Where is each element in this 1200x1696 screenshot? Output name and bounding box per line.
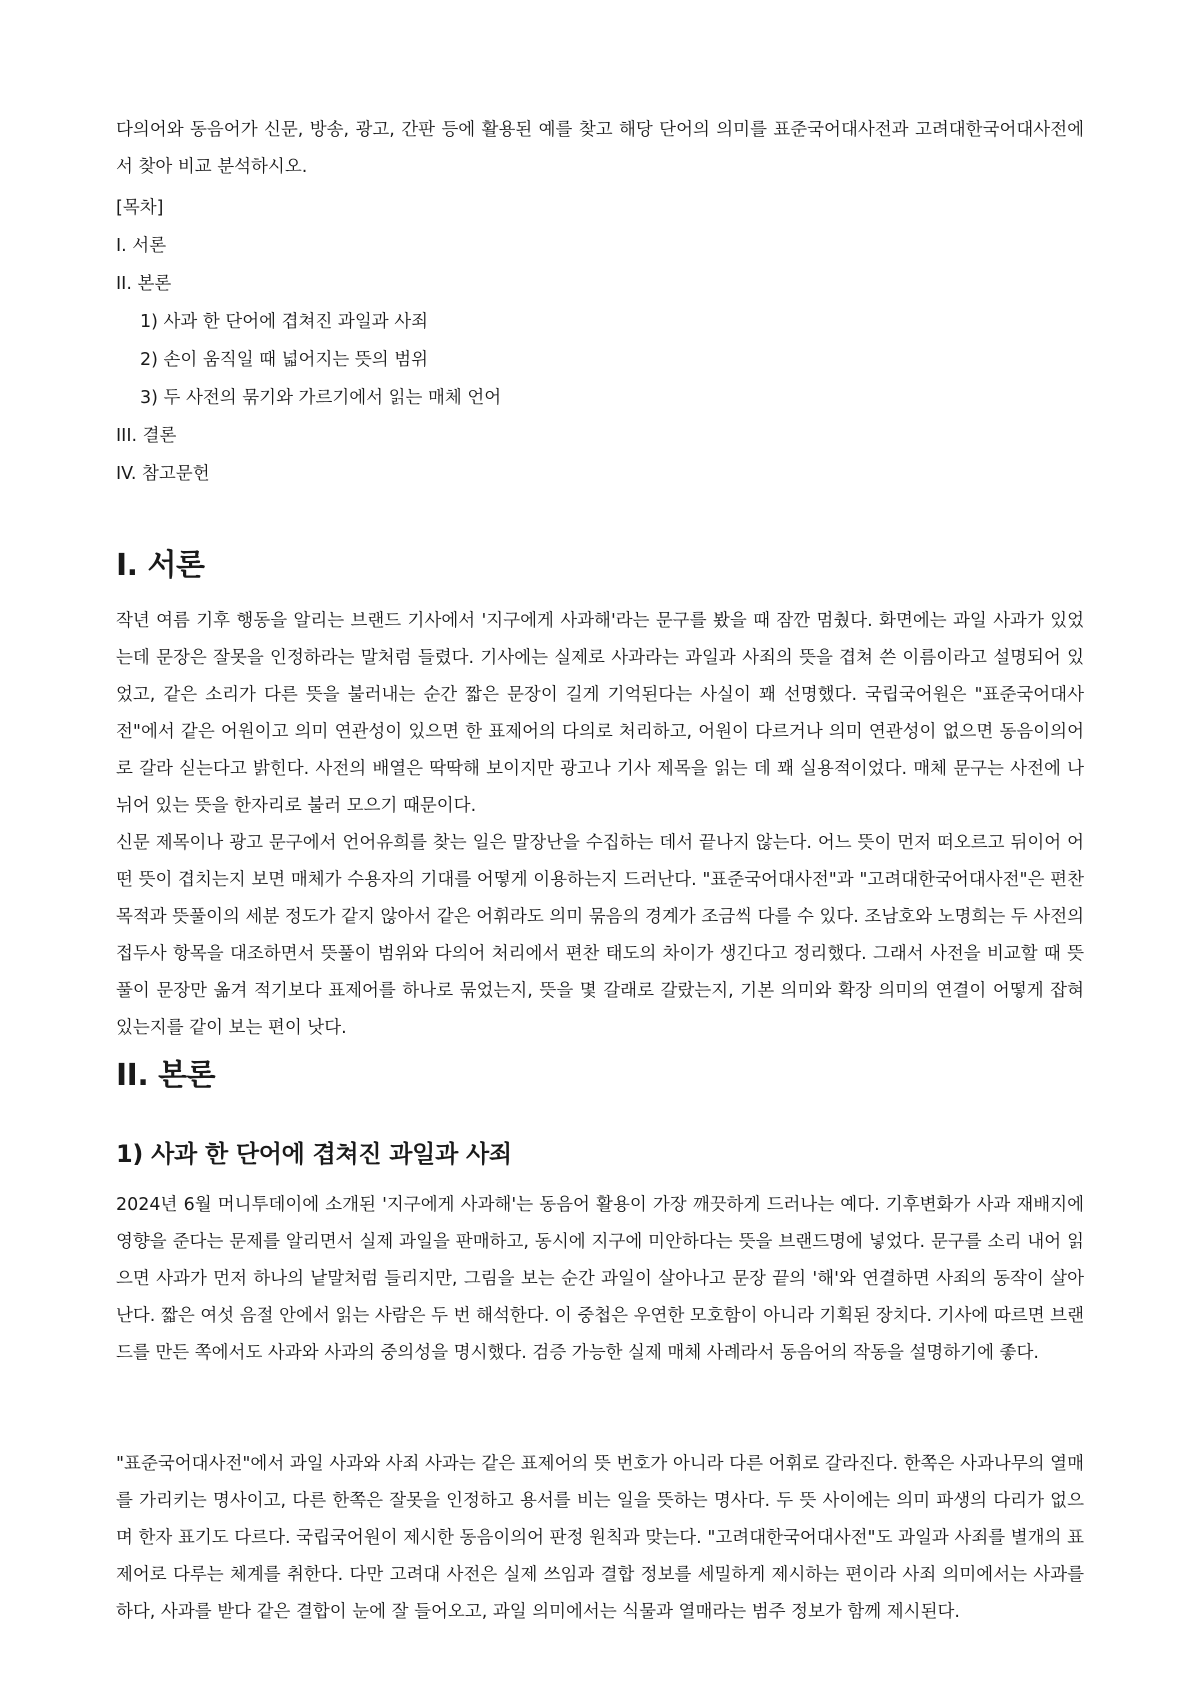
toc-item-body-2: 2) 손이 움직일 때 넓어지는 뜻의 범위	[140, 350, 429, 370]
toc-item-references: IV. 참고문헌	[116, 464, 210, 484]
section-heading-intro: I. 서론	[116, 548, 205, 583]
toc-item-conclusion: III. 결론	[116, 426, 177, 446]
toc-item-body: II. 본론	[116, 274, 172, 294]
body-paragraph-1: 2024년 6월 머니투데이에 소개된 '지구에게 사과해'는 동음어 활용이 가장 깨끗하게 드러나는 예다. 기후변화가 사과 재배지에 영향을 준다는 문제를 알리면서 실제 과일을 판매하고, 동시에 지구에 미안하다는 뜻을 브랜드명에 넣었다. 문구를 소리 내어 읽으면 사과가 먼저 하나의 낱말처럼 들리지만, 그림을 보는 순간 과일이 살아나고 문장 끝의 '해'와 연결하면 사죄의 동작이 살아난다. 짧은 여섯 음절 안에서 읽는 사람은 두 번 해석한다. 이 중첩은 우연한 모호함이 아니라 기획된 장치다. 기사에 따르면 브랜드를 만든 쪽에서도 사과와 사과의 중의성을 명시했다. 검증 가능한 실제 매체 사례라서 동음어의 작동을 설명하기에 좋다.	[116, 1195, 1084, 1363]
body-paragraph-2: "표준국어대사전"에서 과일 사과와 사죄 사과는 같은 표제어의 뜻 번호가 아니라 다른 어휘로 갈라진다. 한쪽은 사과나무의 열매를 가리키는 명사이고, 다른 한쪽은 잘못을 인정하고 용서를 비는 일을 뜻하는 명사다. 두 뜻 사이에는 의미 파생의 다리가 없으며 한자 표기도 다르다. 국립국어원이 제시한 동음이의어 판정 원칙과 맞는다. "고려대한국어대사전"도 과일과 사죄를 별개의 표제어로 다루는 체계를 취한다. 다만 고려대 사전은 실제 쓰임과 결합 정보를 세밀하게 제시하는 편이라 사죄 의미에서는 사과를 하다, 사과를 받다 같은 결합이 눈에 잘 들어오고, 과일 의미에서는 식물과 열매라는 범주 정보가 함께 제시된다.	[116, 1454, 1084, 1622]
assignment-question: 다의어와 동음어가 신문, 방송, 광고, 간판 등에 활용된 예를 찾고 해당 단어의 의미를 표준국어대사전과 고려대한국어대사전에서 찾아 비교 분석하시오.	[116, 120, 1084, 177]
toc-item-body-1: 1) 사과 한 단어에 겹쳐진 과일과 사죄	[140, 312, 429, 332]
toc-heading: [목차]	[116, 198, 164, 218]
toc-item-body-3: 3) 두 사전의 묶기와 가르기에서 읽는 매체 언어	[140, 388, 502, 408]
subsection-heading-1: 1) 사과 한 단어에 겹쳐진 과일과 사죄	[116, 1140, 512, 1168]
intro-paragraph-2: 신문 제목이나 광고 문구에서 언어유희를 찾는 일은 말장난을 수집하는 데서 끝나지 않는다. 어느 뜻이 먼저 떠오르고 뒤이어 어떤 뜻이 겹치는지 보면 매체가 수용자의 기대를 어떻게 이용하는지 드러난다. "표준국어대사전"과 "고려대한국어대사전"은 편찬 목적과 뜻풀이의 세분 정도가 같지 않아서 같은 어휘라도 의미 묶음의 경계가 조금씩 다를 수 있다. 조남호와 노명희는 두 사전의 접두사 항목을 대조하면서 뜻풀이 범위와 다의어 처리에서 편찬 태도의 차이가 생긴다고 정리했다. 그래서 사전을 비교할 때 뜻풀이 문장만 옮겨 적기보다 표제어를 하나로 묶었는지, 뜻을 몇 갈래로 갈랐는지, 기본 의미와 확장 의미의 연결이 어떻게 잡혀 있는지를 같이 보는 편이 낫다.	[116, 833, 1084, 1038]
intro-paragraph-1: 작년 여름 기후 행동을 알리는 브랜드 기사에서 '지구에게 사과해'라는 문구를 봤을 때 잠깐 멈췄다. 화면에는 과일 사과가 있었는데 문장은 잘못을 인정하라는 말처럼 들렸다. 기사에는 실제로 사과라는 과일과 사죄의 뜻을 겹쳐 쓴 이름이라고 설명되어 있었고, 같은 소리가 다른 뜻을 불러내는 순간 짧은 문장이 길게 기억된다는 사실이 꽤 선명했다. 국립국어원은 "표준국어대사전"에서 같은 어원이고 의미 연관성이 있으면 한 표제어의 다의로 처리하고, 어원이 다르거나 의미 연관성이 없으면 동음이의어로 갈라 싣는다고 밝힌다. 사전의 배열은 딱딱해 보이지만 광고나 기사 제목을 읽는 데 꽤 실용적이었다. 매체 문구는 사전에 나뉘어 있는 뜻을 한자리로 불러 모으기 때문이다.	[116, 611, 1084, 816]
section-heading-body: II. 본론	[116, 1058, 216, 1093]
toc-item-intro: I. 서론	[116, 236, 167, 256]
